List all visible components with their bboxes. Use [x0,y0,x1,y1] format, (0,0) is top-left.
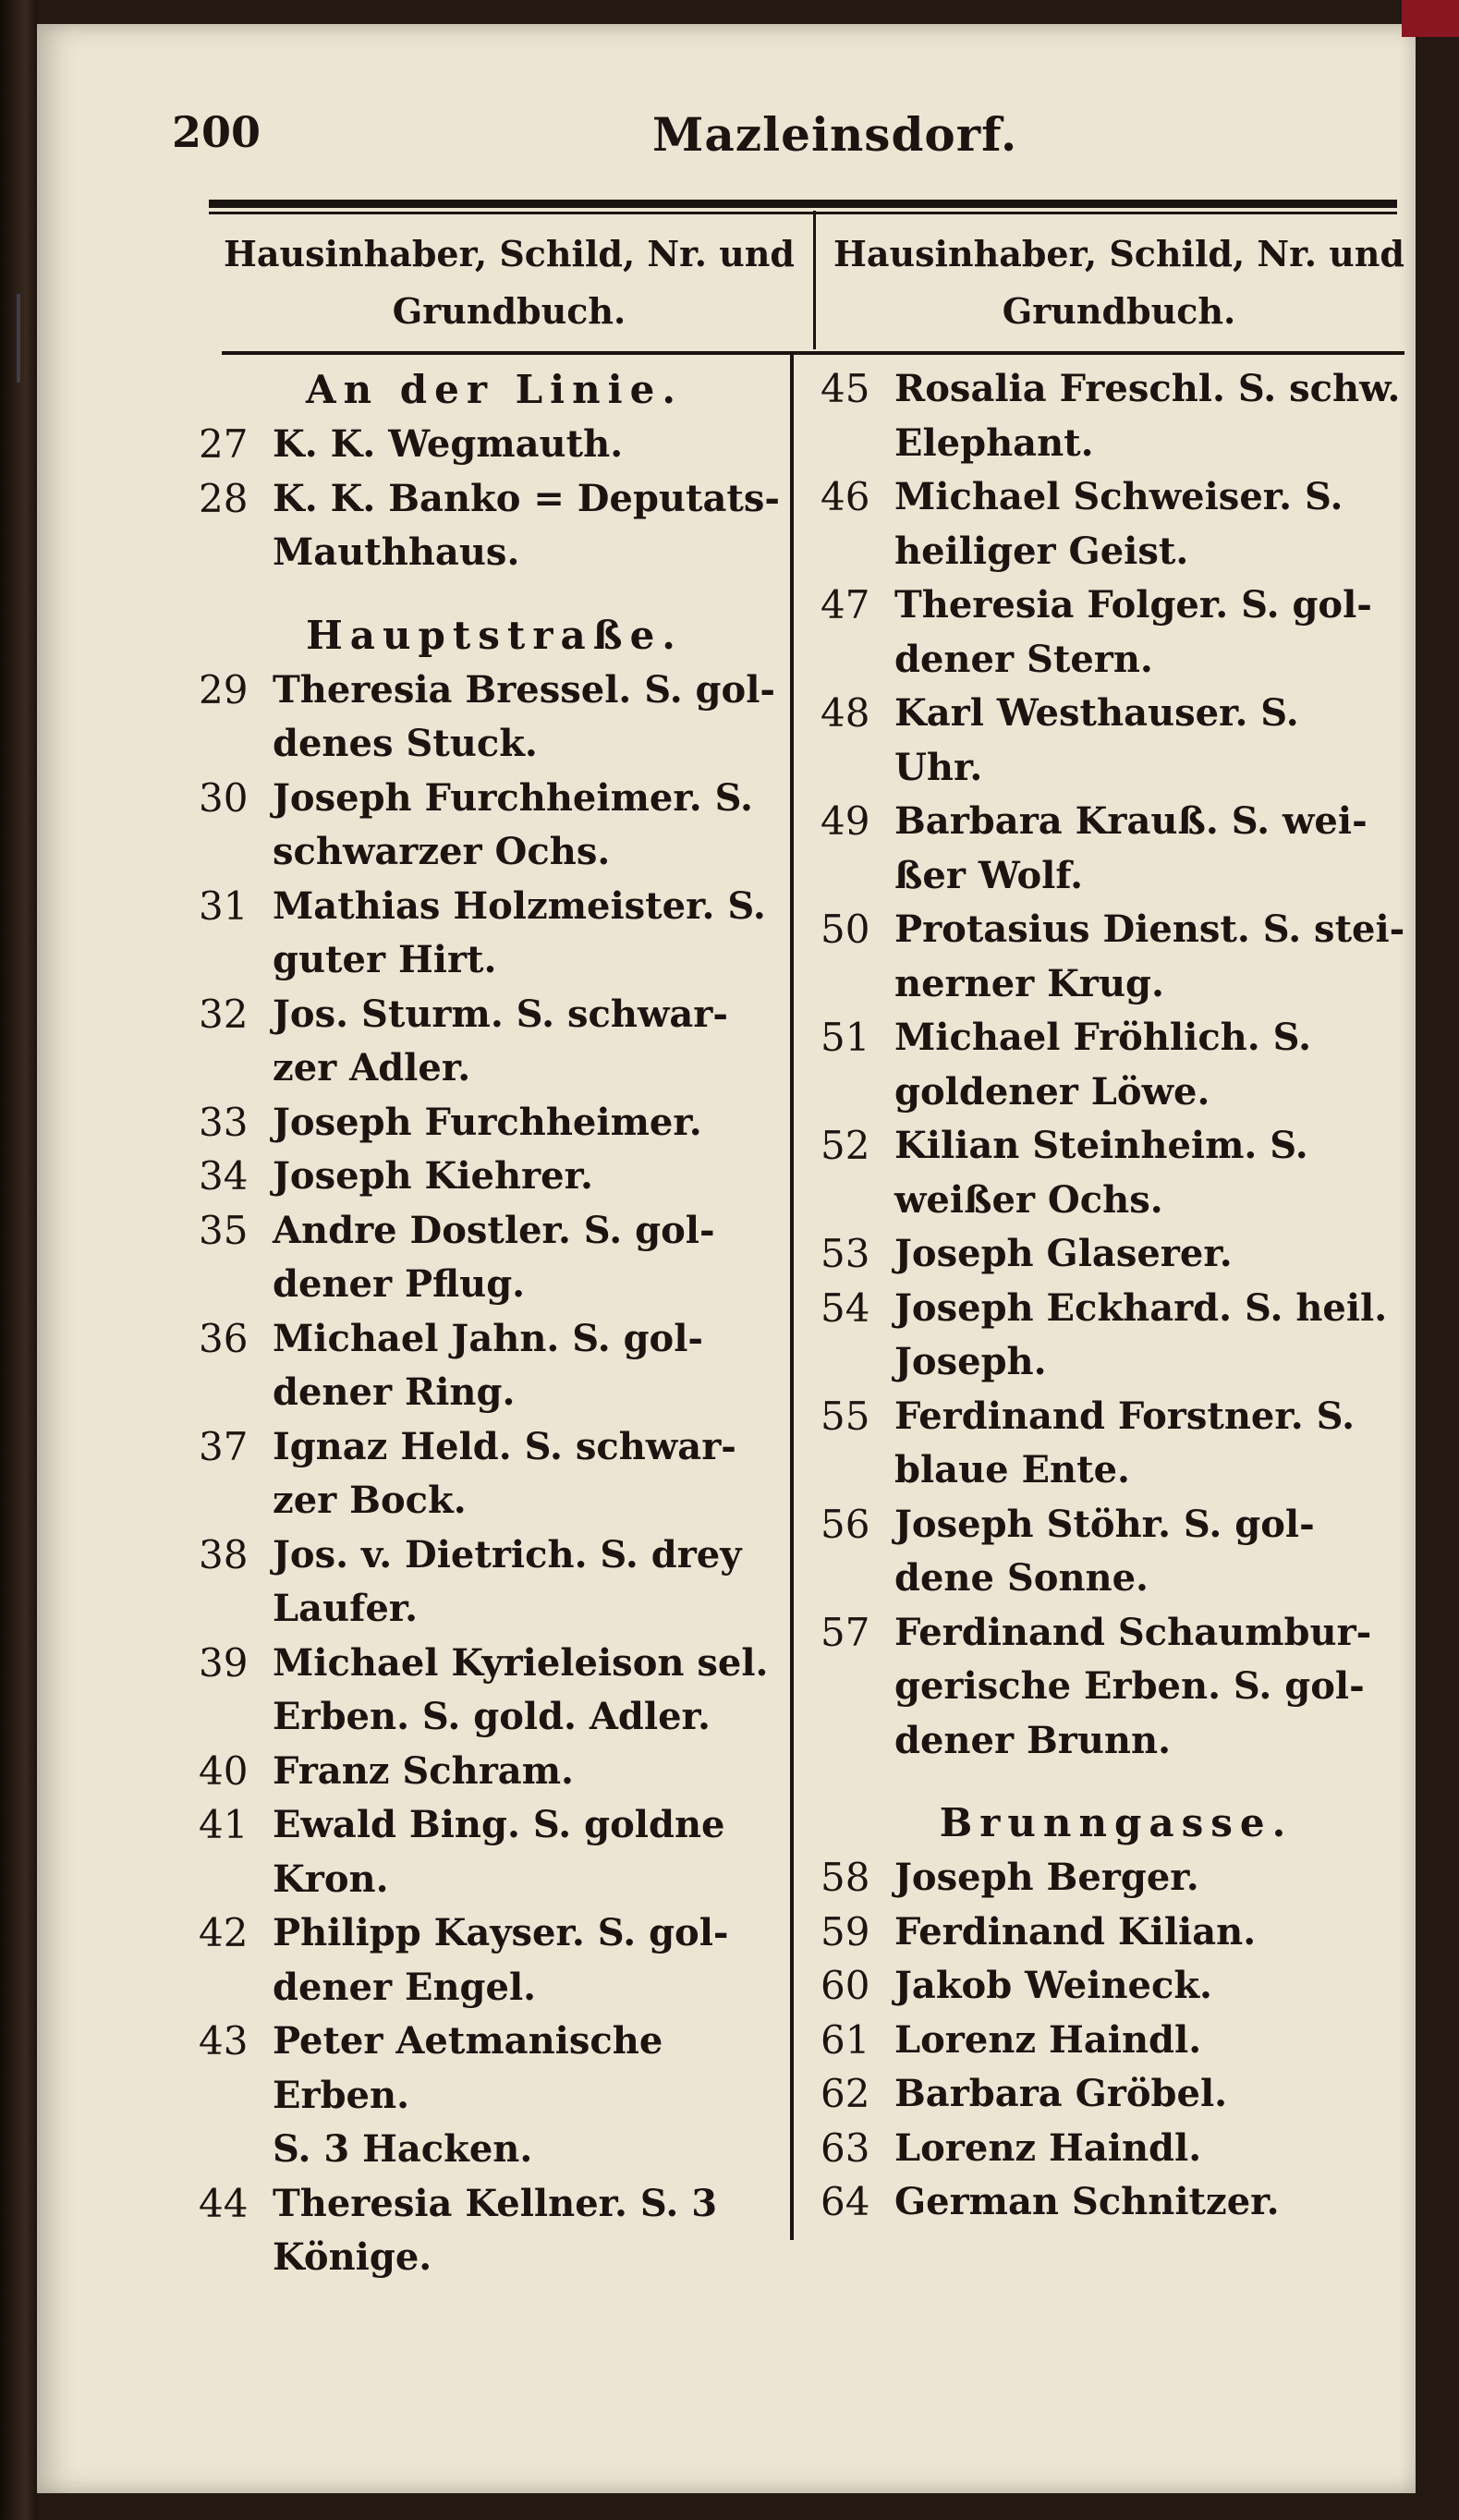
house-entry [199,1096,790,1150]
house-number: 38 [199,1531,249,1577]
house-number: 58 [821,1855,870,1900]
house-entry [821,1119,1412,1227]
house-number: 61 [821,2016,870,2063]
house-entry [821,1851,1412,1905]
header-bottom-rule [222,351,1404,355]
red-page-marker [1402,0,1459,37]
page-header [172,98,1373,163]
house-number: 48 [821,690,870,736]
house-owner-sign: Mathias Holzmeister. S. guter Hirt. [273,883,766,981]
house-number: 49 [821,798,870,844]
house-owner-sign: Joseph Eckhard. S. heil. Joseph. [894,1285,1388,1383]
house-number: 54 [821,1284,870,1331]
section-heading: Brunngasse. [939,1800,1294,1845]
house-entry [821,2067,1412,2122]
house-owner-sign: Joseph Glaserer. [894,1232,1233,1275]
house-entry [821,2014,1412,2068]
house-owner-sign: Andre Dostler. S. gol- dener Pflug. [273,1208,715,1306]
house-number: 30 [199,774,249,821]
house-number: 33 [199,1099,249,1145]
house-owner-sign: Ferdinand Forstner. S. blaue Ente. [894,1394,1356,1491]
house-number: 59 [821,1908,870,1954]
section-heading: Hauptstraße. [306,612,683,658]
house-owner-sign: Barbara Krauß. S. wei- ßer Wolf. [894,799,1368,897]
margin-mark [17,294,20,383]
house-entry [199,2015,790,2177]
house-owner-sign: Philipp Kayser. S. gol- dener Engel. [273,1911,729,2009]
house-entry [821,687,1412,795]
house-entry [821,1282,1412,1390]
house-owner-sign: Joseph Stöhr. S. gol- dene Sonne. [894,1502,1315,1600]
house-number: 47 [821,582,870,627]
house-number: 50 [821,907,870,952]
house-number: 34 [199,1153,249,1199]
house-number: 32 [199,991,249,1037]
house-owner-sign: Michael Fröhlich. S. goldener Löwe. [894,1016,1311,1114]
house-owner-sign: Franz Schram. [273,1748,574,1793]
house-entry [199,418,790,472]
house-number: 46 [821,474,870,519]
house-owner-sign: Lorenz Haindl. [894,2125,1202,2170]
house-owner-sign: Ferdinand Kilian. [894,1909,1257,1954]
house-number: 35 [199,1207,249,1253]
house-number: 29 [199,666,249,712]
house-number: 36 [199,1315,249,1361]
house-owner-sign: Jos. v. Dietrich. S. drey Laufer. [273,1532,742,1630]
header-column-divider [813,211,816,349]
house-number: 40 [199,1747,249,1794]
house-entry [199,1906,790,2015]
house-owner-sign: Barbara Gröbel. [894,2072,1228,2115]
house-owner-sign: Joseph Kiehrer. [273,1154,593,1198]
house-entry [821,2122,1412,2176]
house-entry [821,2175,1412,2230]
house-entry [821,903,1412,1011]
house-owner-sign: Kilian Steinheim. S. weißer Ochs. [894,1124,1308,1222]
house-number: 53 [821,1231,870,1276]
column-header-left: Hausinhaber, Schild, Nr. und Grundbuch. [224,233,795,332]
house-entry [821,470,1412,578]
house-owner-sign: Jos. Sturm. S. schwar- zer Adler. [273,992,728,1090]
house-owner-sign: Joseph Furchheimer. S. schwarzer Ochs. [273,775,753,873]
house-entry [821,795,1412,903]
house-number: 37 [199,1423,249,1469]
column-divider [790,355,794,2240]
house-entry [199,663,790,772]
house-entry [199,1798,790,1906]
house-number: 52 [821,1123,870,1168]
house-owner-sign: Karl Westhauser. S. Uhr. [894,691,1299,789]
house-number: 31 [199,883,249,929]
house-number: 45 [821,366,870,411]
house-number: 62 [821,2071,870,2116]
house-number: 41 [199,1802,249,1847]
house-entry [821,1959,1412,2014]
house-entry [821,578,1412,687]
house-owner-sign: Peter Aetmanische Erben. S. 3 Hacken. [273,2019,663,2171]
house-entry [821,1905,1412,1960]
house-entry [199,1150,790,1204]
house-owner-sign: Ewald Bing. S. goldne Kron. [273,1803,725,1901]
house-number: 27 [199,421,249,467]
house-owner-sign: Theresia Folger. S. gol- dener Stern. [894,583,1372,681]
house-owner-sign: Michael Kyrieleison sel. Erben. S. gold. Adler. [273,1640,769,1738]
house-owner-sign: Michael Schweiser. S. heiliger Geist. [894,475,1343,573]
house-entry [821,1390,1412,1498]
house-owner-sign: Ignaz Held. S. schwar- zer Bock. [273,1424,736,1522]
house-owner-sign: Protasius Dienst. S. stei- nerner Krug. [894,907,1405,1005]
section-heading: An der Linie. [306,367,683,412]
house-number: 60 [821,1963,870,2008]
house-number: 39 [199,1639,249,1686]
house-owner-sign: K. K. Banko = Deputats- Mauthhaus. [273,476,780,574]
house-number: 63 [821,2124,870,2171]
house-owner-sign: Ferdinand Schaumbur- gerische Erben. S. gol- dener Brunn. [894,1610,1372,1762]
house-owner-sign: Michael Jahn. S. gol- dener Ring. [273,1316,704,1414]
house-entry [199,1528,790,1637]
house-entry [821,362,1412,470]
house-owner-sign: Jakob Weineck. [894,1964,1212,2007]
house-number: 56 [821,1501,870,1547]
house-owner-sign: Theresia Kellner. S. 3 Könige. [273,2181,718,2279]
house-entry [199,880,790,988]
house-owner-sign: Lorenz Haindl. [894,2017,1202,2062]
house-owner-sign: Rosalia Freschl. S. schw. Elephant. [894,367,1401,465]
house-entry [821,1227,1412,1282]
column-header-right: Hausinhaber, Schild, Nr. und Grundbuch. [833,233,1404,332]
top-rule-thin [209,212,1397,214]
house-entry [199,1745,790,1799]
house-number: 51 [821,1015,870,1060]
house-number: 28 [199,475,249,521]
house-entry [199,1204,790,1312]
house-entry [821,1606,1412,1769]
right-column [821,362,1412,2230]
house-owner-sign: Theresia Bressel. S. gol- denes Stuck. [273,667,776,765]
house-entry [199,988,790,1096]
house-entry [199,2177,790,2285]
left-column [199,362,790,2285]
house-entry [199,772,790,880]
house-owner-sign: Joseph Furchheimer. [273,1100,702,1144]
house-owner-sign: Joseph Berger. [894,1856,1199,1899]
house-number: 42 [199,1910,249,1955]
house-entry [821,1011,1412,1119]
house-number: 55 [821,1393,870,1439]
house-number: 57 [821,1609,870,1655]
house-entry [821,1498,1412,1606]
top-rule [209,200,1397,208]
house-entry [199,472,790,580]
house-owner-sign: K. K. Wegmauth. [273,422,624,466]
house-entry [199,1637,790,1745]
house-number: 64 [821,2179,870,2224]
house-entry [199,1312,790,1420]
house-number: 44 [199,2180,249,2226]
running-head: Mazleinsdorf. [652,107,1018,162]
house-owner-sign: German Schnitzer. [894,2180,1280,2223]
page-number: 200 [172,107,261,157]
house-entry [199,1420,790,1528]
house-number: 43 [199,2018,249,2063]
